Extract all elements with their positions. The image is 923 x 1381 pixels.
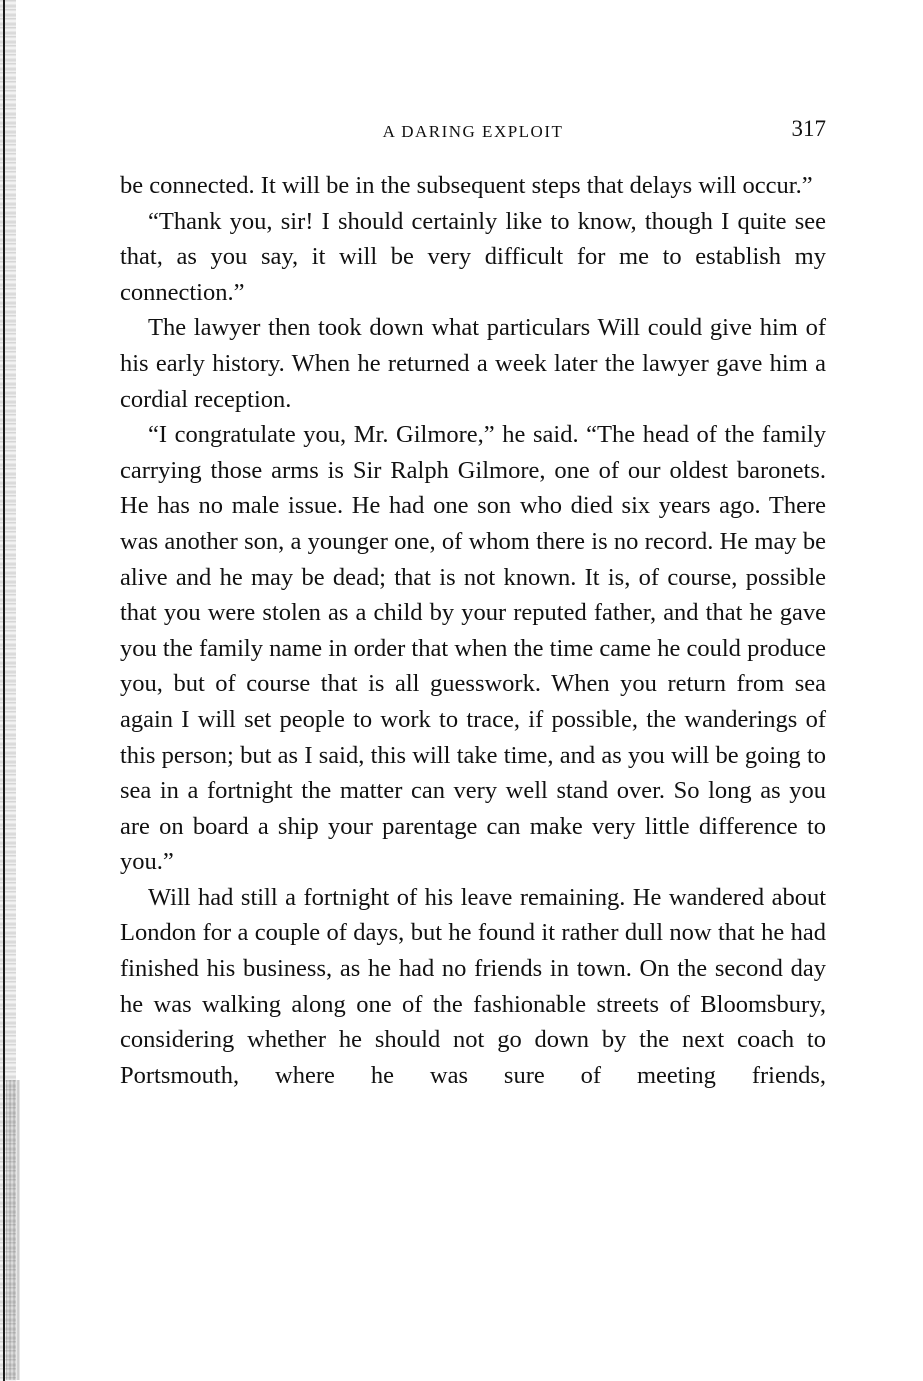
paragraph: The lawyer then took down what particulars Will could give him of his early history. When he returned a week later the lawyer gave him a cordial reception.	[120, 314, 826, 413]
paragraph: be connected. It will be in the subsequent steps that delays will occur.”	[120, 172, 813, 199]
spine-edge-line	[3, 0, 5, 1381]
running-head	[120, 116, 826, 146]
paragraph: “Thank you, sir! I should certainly like to know, though I quite see that, as you say, it will be very difficult for me to establish my connection.”	[120, 207, 826, 306]
paragraph: Will had still a fortnight of his leave remaining. He wandered about London for a couple of days, but he found it rather dull now that he had finished his business, as he had no friends in town. On the second day he was walking along one of the fashionable streets of Bloomsbury, considering whether he should not go down by the next coach to Portsmouth, where he was sure of meeting friends,	[120, 883, 826, 1089]
spine-lower-gutter	[6, 1080, 20, 1380]
running-title: A DARING EXPLOIT	[382, 122, 564, 141]
paragraph: “I congratulate you, Mr. Gilmore,” he said. “The head of the family carrying those arms is Sir Ralph Gilmore, one of our oldest baronets. He has no male issue. He had one son who died six years ago. There was another son, a younger one, of whom there is no record. He may be alive and he may be dead; that is not known. It is, of course, possible that you were stolen as a child by your reputed father, and that he gave you the family name in order that when the time came he could produce you, but of course that is all guesswork. When you return from sea again I will set people to work to trace, if possible, the wanderings of this person; but as I said, this will take time, and as you will be going to sea in a fortnight the matter can very well stand over. So long as you are on board a ship your parentage can make very little difference to you.”	[120, 421, 826, 876]
body-text	[120, 168, 826, 1093]
page-number: 317	[791, 116, 826, 141]
page-spine-gutter	[0, 0, 30, 1381]
